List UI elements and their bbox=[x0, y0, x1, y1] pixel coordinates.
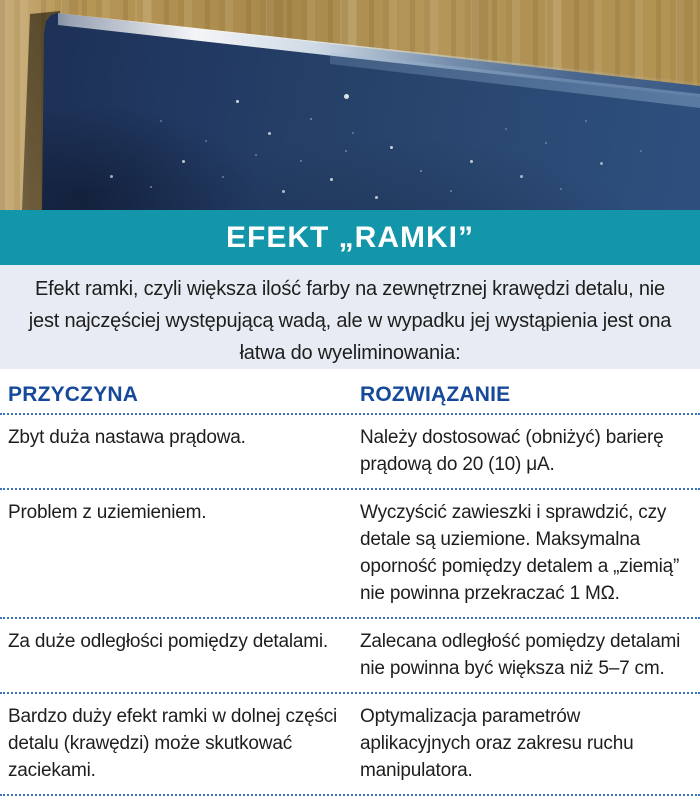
solution-cell: Należy dostosować (obniżyć) barierę prądową do 20 (10) μA. bbox=[360, 427, 664, 475]
table-row bbox=[0, 415, 700, 490]
table-row bbox=[0, 490, 700, 619]
solution-cell: Zalecana odległość pomiędzy detalami nie powinna być większa niż 5–7 cm. bbox=[360, 631, 681, 679]
table-row bbox=[0, 619, 700, 694]
cause-cell: Zbyt duża nastawa prądowa. bbox=[8, 427, 246, 448]
cause-cell: Bardzo duży efekt ramki w dolnej części detalu (krawędzi) może skutkować zaciekami. bbox=[8, 706, 338, 781]
page-title: EFEKT „RAMKI” bbox=[226, 220, 474, 254]
cause-solution-table bbox=[0, 369, 700, 796]
cause-cell: Za duże odległości pomiędzy detalami. bbox=[8, 631, 328, 652]
column-header-cause: PRZYCZYNA bbox=[8, 383, 139, 406]
dust-speckles-dim bbox=[0, 0, 2, 2]
panel-corner-photo bbox=[0, 0, 700, 210]
table-header-row bbox=[0, 369, 700, 415]
intro-section bbox=[0, 265, 700, 369]
title-banner bbox=[0, 210, 700, 265]
table-row bbox=[0, 694, 700, 796]
solution-cell: Optymalizacja parametrów aplikacyjnych oraz zakresu ruchu manipulatora. bbox=[360, 706, 634, 781]
cause-cell: Problem z uziemieniem. bbox=[8, 502, 207, 523]
solution-cell: Wyczyścić zawieszki i sprawdzić, czy detale są uziemione. Maksymalna oporność pomiędzy detalem a „ziemią” nie powinna przekraczać 1 MΩ. bbox=[360, 502, 680, 604]
intro-paragraph: Efekt ramki, czyli większa ilość farby na zewnętrznej krawędzi detalu, nie jest najczęściej występującą wadą, ale w wypadku jej wystąpienia jest ona łatwa do wyeliminowania: bbox=[28, 278, 672, 364]
column-header-solution: ROZWIĄZANIE bbox=[360, 383, 511, 406]
